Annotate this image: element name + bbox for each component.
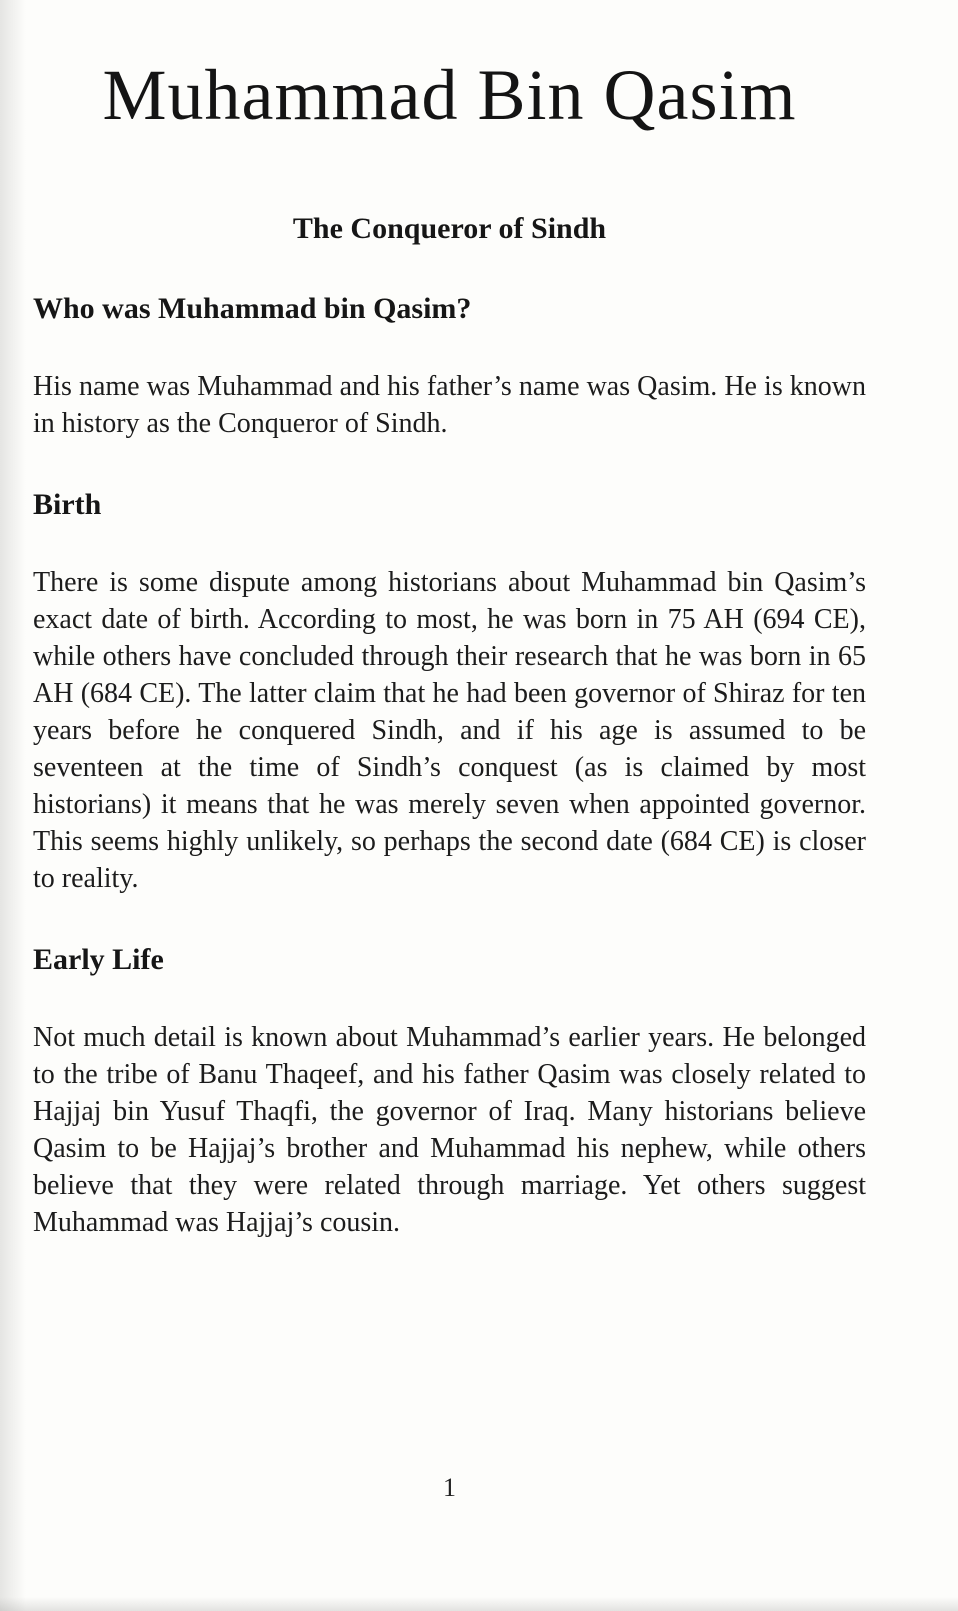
page-title: Muhammad Bin Qasim — [102, 55, 797, 135]
paragraph: His name was Muhammad and his father’s name was Qasim. He is known in history as the Conqueror of Sindh. — [33, 370, 866, 439]
paragraph: There is some dispute among historians about Muhammad bin Qasim’s exact date of birth. According to most, he was born in 75 AH (694 CE), while others have concluded through their research that he was born in 65 AH (684 CE). The latter claim that he had been governor of Shiraz for ten years before he conquered Sindh, and if his age is assumed to be seventeen at the time of Sindh’s conquest (as is claimed by most historians) it means that he was merely seven when appointed governor. This seems highly unlikely, so perhaps the second date (684 CE) is closer to reality. — [33, 566, 866, 894]
section-heading: Who was Muhammad bin Qasim? — [33, 291, 472, 325]
paragraph: Not much detail is known about Muhammad’s earlier years. He belonged to the tribe of Banu Thaqeef, and his father Qasim was closely related to Hajjaj bin Yusuf Thaqfi, the governor of Iraq. Many historians believe Qasim to be Hajjaj’s brother and Muhammad his nephew, while others believe that they were related through marriage. Yet others suggest Muhammad was Hajjaj’s cousin. — [33, 1021, 866, 1238]
section-birth — [33, 488, 866, 897]
section-early-life — [33, 943, 866, 1241]
page-number: 1 — [443, 1473, 456, 1502]
section-heading: Birth — [33, 487, 102, 521]
section-heading: Early Life — [33, 942, 164, 976]
page-subtitle: The Conqueror of Sindh — [292, 211, 607, 245]
section-who-was — [33, 292, 866, 442]
